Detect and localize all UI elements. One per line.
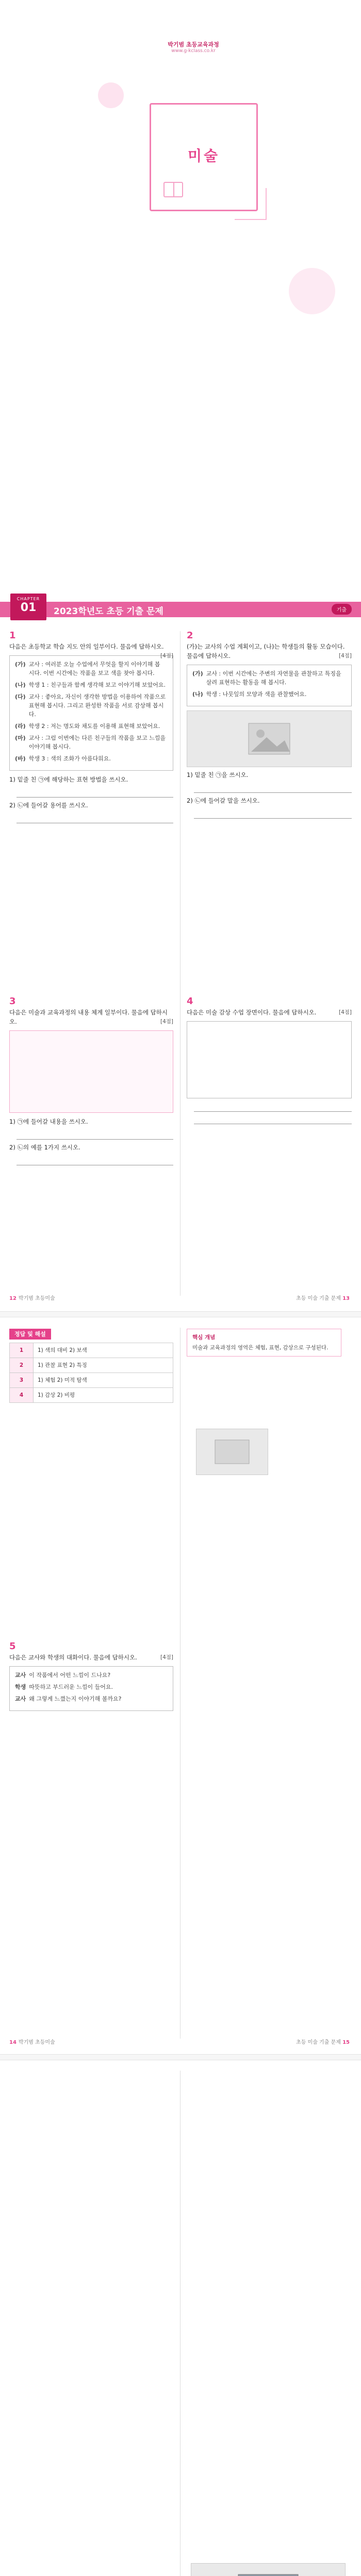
sub-question: 1) ㉠에 들어갈 내용을 쓰시오. [9, 1118, 88, 1125]
item-value: 왜 그렇게 느꼈는지 이야기해 볼까요? [29, 1696, 122, 1702]
item-key: (라) [15, 723, 26, 730]
footer-text: 초등 미술 기출 문제 [296, 1296, 341, 1301]
question-stem [9, 1653, 173, 1662]
score: [4점] [160, 653, 173, 659]
page-num: 15 [342, 2040, 350, 2045]
content-table-box [9, 1030, 173, 1113]
page-14-15 [0, 1323, 361, 2049]
page-number-left [9, 1294, 55, 1301]
answer-blank[interactable] [17, 788, 173, 798]
question-number: 1 [9, 630, 16, 641]
item-key: (다) [15, 693, 26, 700]
page-num: 13 [342, 1296, 350, 1301]
item-key: 교사 [15, 1696, 26, 1702]
dialogue-item [15, 692, 168, 719]
row-label: 2 [10, 1358, 34, 1373]
item-key: (바) [15, 755, 26, 762]
dialogue-item [15, 681, 168, 689]
item-value: 학생 : 나뭇잎의 모양과 색을 관찰했어요. [206, 691, 307, 698]
dialogue-item [15, 1694, 168, 1703]
dialogue-item [192, 690, 346, 699]
item-value: 이 작품에서 어떤 느낌이 드나요? [29, 1672, 111, 1679]
item-key: (마) [15, 735, 26, 741]
dialogue-box [187, 665, 352, 706]
item-value: 학생 1 : 친구들과 함께 생각해 보고 이야기해 보았어요. [28, 682, 166, 688]
cover-page [0, 0, 361, 572]
stem-text: 다음은 교사와 학생의 대화이다. 물음에 답하시오. [9, 1654, 137, 1661]
sub-question: 2) ㉡에 들어갈 말을 쓰시오. [187, 797, 260, 804]
score: [4점] [338, 1009, 352, 1015]
row-label: 3 [10, 1373, 34, 1388]
question-number: 2 [187, 630, 193, 641]
concept-body: 미술과 교육과정의 영역은 체험, 표현, 감상으로 구성된다. [192, 1345, 329, 1351]
chapter-tag [10, 594, 46, 620]
row-value: 1) 체험 2) 미적 탐색 [34, 1373, 173, 1388]
answer-blank[interactable] [17, 1130, 173, 1140]
item-key: (가) [15, 661, 26, 668]
answer-section [9, 1329, 173, 1403]
answer-blank[interactable] [17, 814, 173, 823]
cover-badge [168, 40, 219, 54]
image-placeholder-icon [237, 2573, 299, 2576]
question-stem [9, 642, 173, 659]
answer-blank[interactable] [194, 1103, 352, 1112]
item-key: (나) [192, 691, 203, 698]
answer-blank[interactable] [194, 809, 352, 819]
question-number: 3 [9, 996, 16, 1007]
sub-question: 1) 밑줄 친 ㉠을 쓰시오. [187, 771, 249, 778]
footer-text: 박기범 초등미술 [18, 1296, 55, 1301]
item-key: 학생 [15, 1684, 26, 1690]
image-placeholder-icon [246, 721, 292, 757]
answer-blank[interactable] [194, 784, 352, 793]
row-label: 4 [10, 1388, 34, 1403]
sub-question: 2) ㉡에 들어갈 용어를 쓰시오. [9, 802, 88, 809]
cover-badge-line2: www.g-kclass.co.kr [171, 48, 216, 54]
item-value: 교사 : 좋아요, 자신이 생각한 방법을 이용하여 작품으로 표현해 봅시다. 그리고 완성한 작품을 서로 감상해 봅시다. [28, 693, 166, 718]
stem-text: 다음은 미술 감상 수업 장면이다. 물음에 답하시오. [187, 1009, 317, 1016]
answer-blank[interactable] [194, 1115, 352, 1124]
page-divider [0, 1311, 361, 1317]
stem-text: 다음은 초등학교 학습 지도 안의 일부이다. 물음에 답하시오. [9, 643, 164, 650]
stem-text: 다음은 미술과 교육과정의 내용 체계 일부이다. 물음에 답하시오. [9, 1009, 168, 1025]
item-value: 따뜻하고 부드러운 느낌이 들어요. [29, 1684, 113, 1690]
page-num: 14 [9, 2040, 17, 2045]
score: [4점] [338, 653, 352, 659]
question-5 [9, 1642, 173, 1715]
question-1 [9, 631, 173, 826]
page-number-left [9, 2038, 55, 2045]
chapter-number: 01 [20, 601, 37, 614]
score: [4점] [160, 1654, 173, 1660]
dialogue-item [15, 660, 160, 677]
question-stem [187, 642, 352, 660]
answer-heading: 정답 및 해설 [9, 1329, 51, 1340]
page-16 [0, 2065, 361, 2576]
cover-badge-line1: 박기범 초등교육과정 [168, 41, 219, 48]
table-row [10, 1373, 173, 1388]
cover-title-card [150, 103, 258, 211]
question-stem [9, 1008, 173, 1026]
section-title: 2023학년도 초등 기출 문제 [54, 606, 163, 617]
concept-box [187, 1329, 341, 1357]
cover-decoration-2 [289, 268, 335, 314]
image-placeholder-icon [214, 1439, 250, 1465]
dialogue-item [192, 669, 346, 687]
dialogue-box [9, 655, 173, 771]
dialogue-item [15, 734, 168, 751]
cover-title: 미술 [187, 147, 220, 164]
section-header-01 [0, 591, 361, 622]
stem-text: (가)는 교사의 수업 계획이고, (나)는 학생들의 활동 모습이다. 물음에 답하시오. [187, 643, 345, 659]
figure-image [187, 710, 352, 767]
item-key: (가) [192, 670, 203, 677]
question-3 [9, 997, 173, 1168]
chapter-label: CHAPTER [17, 597, 40, 601]
sub-question: 2) ㉡의 예를 1가지 쓰시오. [9, 1144, 80, 1151]
row-value: 1) 색의 대비 2) 보색 [34, 1343, 173, 1358]
item-key: 교사 [15, 1672, 26, 1679]
item-key: (나) [15, 682, 26, 688]
table-row [10, 1388, 173, 1403]
item-value: 학생 3 : 색의 조화가 아름다워요. [28, 755, 111, 762]
score: [4점] [160, 1019, 173, 1025]
question-number: 5 [9, 1641, 16, 1652]
item-value: 학생 2 : 저는 명도와 채도를 이용해 표현해 보았어요. [28, 723, 160, 730]
answer-table [9, 1343, 173, 1403]
book-icon [163, 182, 183, 197]
page-number-right [296, 2038, 352, 2045]
dialogue-box [9, 1666, 173, 1711]
answer-blank[interactable] [17, 1156, 173, 1165]
table-row [10, 1358, 173, 1373]
figure-image [191, 2563, 346, 2576]
item-value: 교사 : 이번 시간에는 주변의 자연물을 관찰하고 특징을 살려 표현하는 활동을 해 봅시다. [206, 670, 341, 686]
section-pill: 기출 [332, 604, 352, 615]
scene-box [187, 1021, 352, 1098]
table-row [10, 1343, 173, 1358]
question-stem [187, 1008, 352, 1017]
dialogue-item [15, 1683, 168, 1691]
dialogue-item [15, 722, 168, 731]
question-4 [187, 997, 352, 1127]
row-label: 1 [10, 1343, 34, 1358]
footer-text: 박기범 초등미술 [18, 2040, 55, 2045]
cover-decoration [98, 82, 124, 108]
sub-question: 1) 밑줄 친 ㉠에 해당하는 표현 방법을 쓰시오. [9, 776, 128, 783]
item-value: 교사 : 여러분 오늘 수업에서 무엇을 할지 이야기해 봅시다. 이번 시간에는 작품을 보고 색을 찾아 봅시다. [28, 661, 160, 676]
page-num: 12 [9, 1296, 17, 1301]
row-value: 1) 감상 2) 비평 [34, 1388, 173, 1403]
page-12-13 [0, 626, 361, 1306]
dialogue-item [15, 754, 168, 763]
question-2 [187, 631, 352, 822]
concept-heading: 핵심 개념 [192, 1334, 216, 1341]
page-divider [0, 2054, 361, 2060]
question-number: 4 [187, 996, 193, 1007]
figure-image [196, 1429, 268, 1475]
page-number-right [296, 1294, 352, 1301]
item-value: 교사 : 그럼 이번에는 다른 친구들의 작품을 보고 느낌을 이야기해 봅시다. [28, 735, 166, 750]
footer-text: 초등 미술 기출 문제 [296, 2040, 341, 2045]
row-value: 1) 관찰 표현 2) 특징 [34, 1358, 173, 1373]
dialogue-item [15, 1671, 168, 1680]
